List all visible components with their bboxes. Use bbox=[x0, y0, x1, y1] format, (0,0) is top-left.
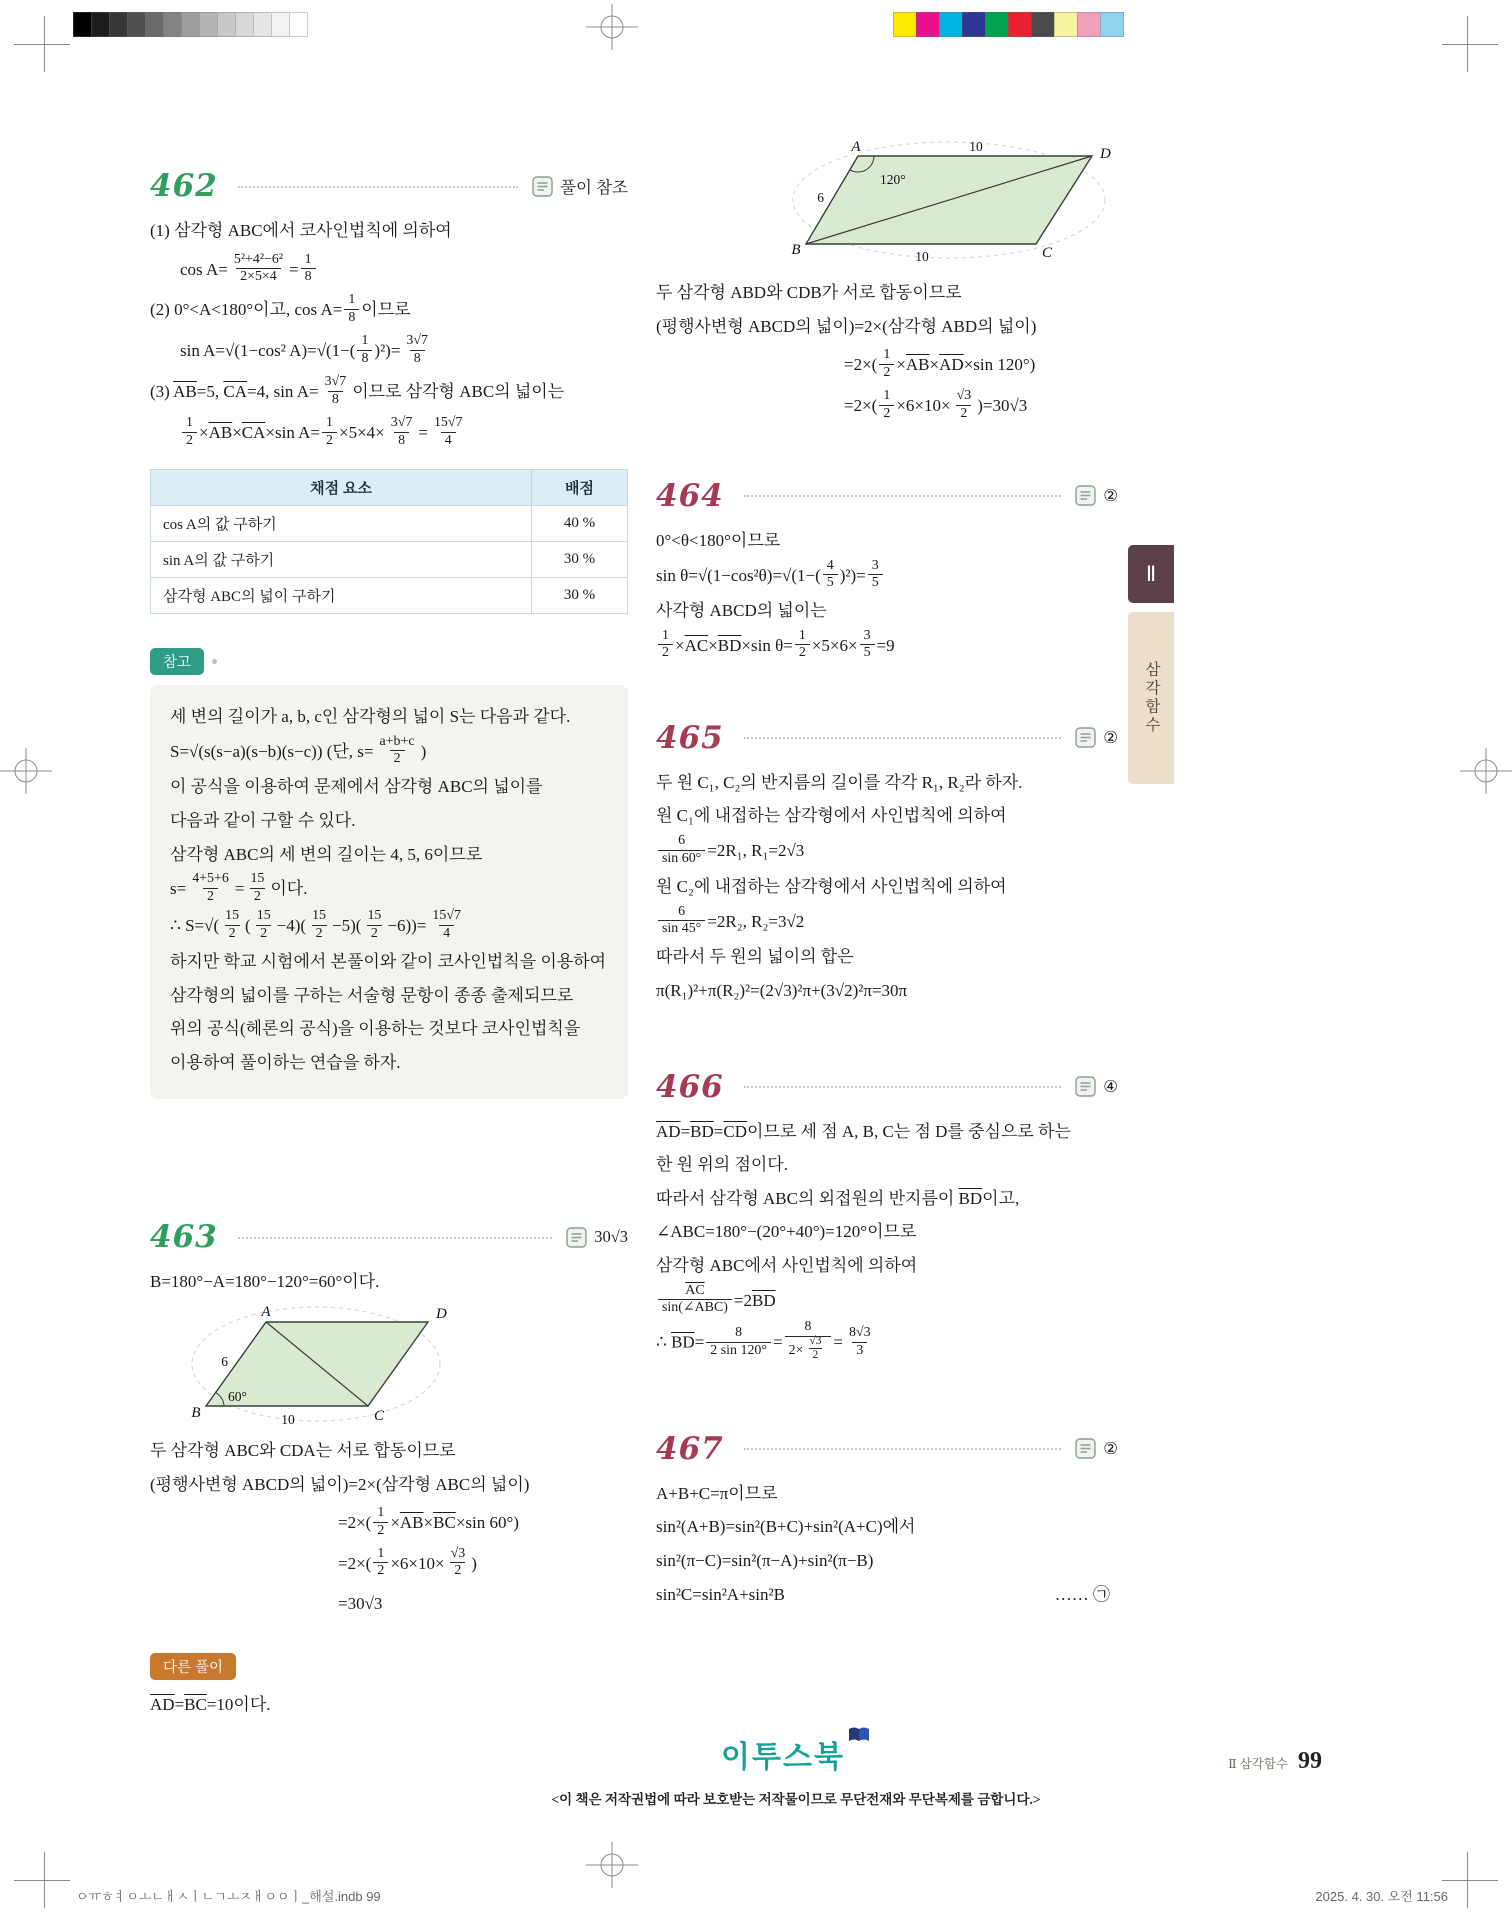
problem-464 bbox=[656, 478, 1118, 664]
answer-text: 풀이 참조 bbox=[560, 178, 628, 197]
solution-line: ∠ABC=180°−(20°+40°)=120°이므로 bbox=[656, 1222, 917, 1242]
calibration-swatch bbox=[181, 12, 200, 37]
solution-line: ∴ $\overline{BD}=$ $\frac{8}{2 \sin 120^\circ}$ = 8 2× $\frac{√3}{2}$ = $\frac{8√3}{3}$ bbox=[656, 1321, 1118, 1366]
vertex-label-b: B bbox=[791, 242, 801, 258]
calibration-swatch bbox=[1100, 12, 1124, 37]
alt-solution-tag: 다른 풀이 bbox=[150, 1653, 236, 1680]
calibration-swatch bbox=[1054, 12, 1078, 37]
side-length: 6 bbox=[817, 190, 824, 205]
solution-line: sin θ=√(1−cos²θ)=√(1−( $\frac{4}{5}$ )²)= $\frac{3}{5}$ bbox=[656, 560, 1118, 594]
solution-line: $\frac{1}{2}$ $\times\overline{AB}\times\overline{CA}\times\sin$ A= $\frac{1}{2}$ ×5×4× $\frac{3√7}{8}$ = $\frac{15√7}{4}$ bbox=[150, 417, 628, 451]
note-line: S=√(s(s−a)(s−b)(s−c)) (단, s= $\frac{a+b+c}{2}$ ) bbox=[170, 733, 427, 766]
vertex-label-b: B bbox=[191, 1404, 201, 1421]
chapter-tab-roman: Ⅱ bbox=[1128, 545, 1174, 603]
note-line: 이용하여 풀이하는 연습을 하자. bbox=[170, 1052, 401, 1072]
tag-dot bbox=[212, 659, 217, 664]
calibration-swatch bbox=[916, 12, 940, 37]
solution-line: 두 삼각형 ABD와 CDB가 서로 합동이므로 bbox=[656, 283, 962, 302]
solution-line: sin²(π−C)=sin²(π−A)+sin²(π−B) bbox=[656, 1551, 874, 1571]
solution-line: π(R₁)²+π(R₂)²=(2√3)²π+(3√2)²π=30π bbox=[656, 981, 908, 1000]
calibration-swatch bbox=[962, 12, 986, 37]
problem-466-header bbox=[656, 1069, 1118, 1105]
problem-467 bbox=[656, 1431, 1118, 1610]
book-icon bbox=[847, 1726, 871, 1744]
note-line: 하지만 학교 시험에서 본풀이와 같이 코사인법칙을 이용하여 bbox=[170, 951, 607, 971]
right-column bbox=[656, 140, 1118, 1613]
table-row bbox=[151, 541, 628, 577]
dotted-leader bbox=[238, 1236, 552, 1239]
answer bbox=[1075, 485, 1118, 506]
page-footer-right bbox=[1228, 1748, 1322, 1775]
publisher-logo bbox=[721, 1732, 871, 1776]
solution-line: sin²(A+B)=sin²(B+C)+sin²(A+C)에서 bbox=[656, 1517, 916, 1537]
crop-mark bbox=[14, 44, 70, 45]
solution-line: 원 C₁에 내접하는 삼각형에서 사인법칙에 의하여 bbox=[656, 806, 1007, 826]
note-box bbox=[150, 685, 628, 1099]
note-line: 이 공식을 이용하여 문제에서 삼각형 ABC의 넓이를 bbox=[170, 777, 543, 797]
crop-mark bbox=[1442, 44, 1498, 45]
answer bbox=[1075, 1438, 1118, 1459]
problem-465 bbox=[656, 720, 1118, 1007]
dotted-leader bbox=[744, 1085, 1061, 1088]
solution-line: 한 원 위의 점이다. bbox=[656, 1155, 788, 1175]
solution-line: $\frac{6}{\sin 45^\circ}$ =2R₂, R₂=3√2 bbox=[656, 906, 1118, 940]
criterion: sin A의 값 구하기 bbox=[151, 541, 532, 577]
solution-icon bbox=[1075, 1438, 1096, 1459]
note-line: 다음과 같이 구할 수 있다. bbox=[170, 811, 356, 831]
solution-line bbox=[656, 1580, 1118, 1611]
publisher-logo-text: 이투스북 bbox=[721, 1741, 845, 1774]
answer-text: ② bbox=[1103, 727, 1118, 747]
dotted-leader bbox=[744, 494, 1061, 497]
solution-line: 삼각형 ABC에서 사인법칙에 의하여 bbox=[656, 1255, 918, 1275]
solution-icon bbox=[532, 176, 553, 197]
problem-number: 465 bbox=[656, 719, 724, 756]
parallelogram-figure-463b bbox=[784, 140, 1116, 268]
note-line: ∴ S=√( $\frac{15}{2}$ ( $\frac{15}{2}$ −4)( $\frac{15}{2}$ −5)( $\frac{15}{2}$ −6))= $\frac{15√7}{4}$ bbox=[170, 908, 461, 941]
print-timestamp: 2025. 4. 30. 오전 11:56 bbox=[1315, 1889, 1448, 1904]
solution-line: =2×( $\frac{1}{2}$ $\times\overline{AB}\times\overline{AD}\times\sin$ 120°) bbox=[844, 347, 1036, 380]
points: 40 % bbox=[532, 505, 628, 541]
solution-line: $\overline{AC}$ sin(∠ABC) $=2\overline{BD}$ bbox=[656, 1285, 1118, 1319]
registration-mark-bottom bbox=[586, 1842, 638, 1888]
solution-line: $\overline{AD}=\overline{BD}=\overline{CD}$이므로 세 점 A, B, C는 점 D를 중심으로 하는 bbox=[656, 1121, 1071, 1141]
problem-number: 464 bbox=[656, 477, 724, 514]
grading-table bbox=[150, 469, 628, 614]
calibration-swatch bbox=[289, 12, 308, 37]
solution-icon bbox=[1075, 485, 1096, 506]
grading-table-header-row bbox=[151, 469, 628, 505]
solution-line: =2×( $\frac{1}{2}$ $\times\overline{AB}\times\overline{BC}\times\sin$ 60°) bbox=[338, 1505, 519, 1538]
solution-line: 원 C₂에 내접하는 삼각형에서 사인법칙에 의하여 bbox=[656, 876, 1007, 896]
chapter-label: Ⅱ 삼각함수 bbox=[1228, 1757, 1288, 1771]
solution-icon bbox=[1075, 727, 1096, 748]
angle-label: 60° bbox=[228, 1388, 247, 1404]
top-length: 10 bbox=[969, 140, 983, 154]
points: 30 % bbox=[532, 577, 628, 613]
calibration-swatch bbox=[199, 12, 218, 37]
solution-line: 사각형 ABCD의 넓이는 bbox=[656, 601, 827, 621]
problem-number: 466 bbox=[656, 1068, 724, 1105]
note-tag-row bbox=[150, 648, 628, 675]
solution-line: A+B+C=π이므로 bbox=[656, 1483, 778, 1503]
criterion: cos A의 값 구하기 bbox=[151, 505, 532, 541]
answer bbox=[532, 174, 628, 198]
table-row bbox=[151, 577, 628, 613]
answer bbox=[1075, 727, 1118, 748]
reference-mark: …… ㉠ bbox=[1054, 1584, 1110, 1604]
solution-line: =2×( $\frac{1}{2}$ ×6×10× $\frac{√3}{2}$ )=30√3 bbox=[844, 388, 1028, 421]
note-line: 세 변의 길이가 a, b, c인 삼각형의 넓이 S는 다음과 같다. bbox=[170, 706, 571, 726]
problem-467-header bbox=[656, 1431, 1118, 1467]
dotted-leader bbox=[744, 736, 1061, 739]
note-line: 삼각형의 넓이를 구하는 서술형 문항이 종종 출제되므로 bbox=[170, 985, 574, 1005]
solution-icon bbox=[1075, 1076, 1096, 1097]
solution-line: (1) 삼각형 ABC에서 코사인법칙에 의하여 bbox=[150, 221, 452, 240]
angle-label: 120° bbox=[880, 172, 906, 187]
answer bbox=[566, 1227, 628, 1248]
dotted-leader bbox=[238, 185, 518, 188]
copyright-notice: <이 책은 저작권법에 따라 보호받는 저작물이므로 무단전재와 무단복제를 금합니다.> bbox=[551, 1792, 1041, 1807]
vertex-label-c: C bbox=[1042, 245, 1053, 261]
base-length: 10 bbox=[915, 249, 929, 264]
chapter-tab-label: 삼각함수 bbox=[1128, 612, 1174, 784]
solution-line: 따라서 두 원의 넓이의 합은 bbox=[656, 947, 854, 967]
answer-text: ④ bbox=[1103, 1076, 1118, 1096]
parallelogram-figure-463 bbox=[186, 1304, 486, 1430]
vertex-label-a: A bbox=[851, 140, 861, 155]
left-column bbox=[150, 168, 628, 1724]
solution-line: 두 원 C₁, C₂의 반지름의 길이를 각각 R₁, R₂라 하자. bbox=[656, 772, 1023, 792]
criterion: 삼각형 ABC의 넓이 구하기 bbox=[151, 577, 532, 613]
calibration-swatch bbox=[1031, 12, 1055, 37]
note-tag: 참고 bbox=[150, 648, 204, 675]
calibration-swatch bbox=[893, 12, 917, 37]
calibration-swatch bbox=[1008, 12, 1032, 37]
problem-number: 462 bbox=[150, 168, 218, 204]
calibration-swatch bbox=[1077, 12, 1101, 37]
solution-line: $\frac{6}{\sin 60^\circ}$ =2R₁, R₁=2√3 bbox=[656, 835, 1118, 869]
note-line: s= $\frac{4+5+6}{2}$ = $\frac{15}{2}$ 이다. bbox=[170, 871, 308, 904]
crop-mark bbox=[14, 1880, 70, 1881]
vertex-label-c: C bbox=[374, 1407, 385, 1424]
calibration-swatch bbox=[91, 12, 110, 37]
solution-line: B=180°−A=180°−120°=60°이다. bbox=[150, 1272, 380, 1292]
grayscale-calibration-strip bbox=[74, 12, 308, 37]
vertex-label-d: D bbox=[1100, 146, 1111, 162]
answer bbox=[1075, 1076, 1118, 1097]
solution-icon bbox=[566, 1227, 587, 1248]
solution-line: 두 삼각형 ABC와 CDA는 서로 합동이므로 bbox=[150, 1440, 456, 1460]
solution-line: =2×( $\frac{1}{2}$ ×6×10× $\frac{√3}{2}$ ) bbox=[338, 1546, 477, 1579]
points: 30 % bbox=[532, 541, 628, 577]
base-length: 10 bbox=[281, 1411, 295, 1427]
calibration-swatch bbox=[235, 12, 254, 37]
calibration-swatch bbox=[127, 12, 146, 37]
answer-text: 30√3 bbox=[594, 1227, 628, 1247]
problem-465-header bbox=[656, 720, 1118, 756]
registration-mark-left bbox=[0, 748, 52, 794]
problem-number: 467 bbox=[656, 1430, 724, 1467]
solution-line: (평행사변형 ABCD의 넓이)=2×(삼각형 ABC의 넓이) bbox=[150, 1474, 530, 1494]
problem-number: 463 bbox=[150, 1219, 218, 1256]
print-file-info: ㅇㅠㅎㅕㅇㅗㄴㅐㅅㅣㄴㄱㅗㅈㅐㅇㅇㅣ_해설.indb 99 bbox=[76, 1889, 381, 1904]
problem-463-header bbox=[150, 1219, 628, 1255]
vertex-label-a: A bbox=[261, 1303, 271, 1320]
calibration-swatch bbox=[73, 12, 92, 37]
solution-line: cos A= $\frac{\text{5²+4²−6²}}{2\times 5\times 4}$ = $\frac{1}{8}$ bbox=[150, 254, 628, 288]
answer-text: ② bbox=[1103, 1438, 1118, 1458]
registration-mark-top bbox=[586, 4, 638, 50]
grading-header: 배점 bbox=[532, 469, 628, 505]
alt-solution-tag-row bbox=[150, 1653, 628, 1680]
solution-line: (3) $\overline{AB}=5$, $\overline{CA}=4$, sin A= $\frac{3√7}{8}$ 이므로 삼각형 ABC의 넓이는 bbox=[150, 374, 565, 407]
calibration-swatch bbox=[253, 12, 272, 37]
problem-464-header bbox=[656, 478, 1118, 514]
problem-466 bbox=[656, 1069, 1118, 1367]
side-length: 6 bbox=[221, 1353, 228, 1369]
solution-line: =30√3 bbox=[338, 1593, 383, 1613]
solution-line: 0°<θ<180°이므로 bbox=[656, 530, 781, 550]
calibration-swatch bbox=[109, 12, 128, 37]
crop-mark bbox=[1442, 1880, 1498, 1881]
note-line: 위의 공식(헤론의 공식)을 이용하는 것보다 코사인법칙을 bbox=[170, 1019, 581, 1039]
vertex-label-d: D bbox=[436, 1305, 447, 1322]
solution-line: sin A=√(1−cos² A)=√(1−( $\frac{1}{8}$ )²)= $\frac{3√7}{8}$ bbox=[180, 333, 429, 366]
calibration-swatch bbox=[985, 12, 1009, 37]
answer-text: ② bbox=[1103, 485, 1118, 505]
page-number: 99 bbox=[1298, 1748, 1322, 1774]
color-calibration-strip bbox=[894, 12, 1124, 37]
solution-line: $\overline{AD}=\overline{BC}=10$이다. bbox=[150, 1695, 271, 1715]
calibration-swatch bbox=[145, 12, 164, 37]
registration-mark-right bbox=[1460, 748, 1512, 794]
table-row bbox=[151, 505, 628, 541]
calibration-swatch bbox=[217, 12, 236, 37]
solution-line: (2) 0°<A<180°이고, cos A= $\frac{1}{8}$ 이므로 bbox=[150, 292, 411, 325]
calibration-swatch bbox=[939, 12, 963, 37]
solution-line: (평행사변형 ABCD의 넓이)=2×(삼각형 ABD의 넓이) bbox=[656, 316, 1037, 336]
calibration-swatch bbox=[271, 12, 290, 37]
dotted-leader bbox=[744, 1447, 1061, 1450]
solution-line: $\frac{1}{2}$ $\times\overline{AC}\times\overline{BD}\times\sin$ θ= $\frac{1}{2}$ ×5×6× $\frac{3}{5}$ =9 bbox=[656, 630, 1118, 664]
calibration-swatch bbox=[163, 12, 182, 37]
equation: sin²C=sin²A+sin²B bbox=[656, 1584, 785, 1604]
note-line: 삼각형 ABC의 세 변의 길이는 4, 5, 6이므로 bbox=[170, 844, 483, 864]
problem-463 bbox=[150, 1219, 628, 1721]
problem-462-header bbox=[150, 168, 628, 204]
grading-header: 채점 요소 bbox=[151, 469, 532, 505]
solution-line: 따라서 삼각형 ABC의 외접원의 반지름이 $\overline{BD}$이고, bbox=[656, 1188, 1020, 1208]
problem-463-continued bbox=[656, 140, 1118, 424]
problem-462 bbox=[150, 168, 628, 1099]
